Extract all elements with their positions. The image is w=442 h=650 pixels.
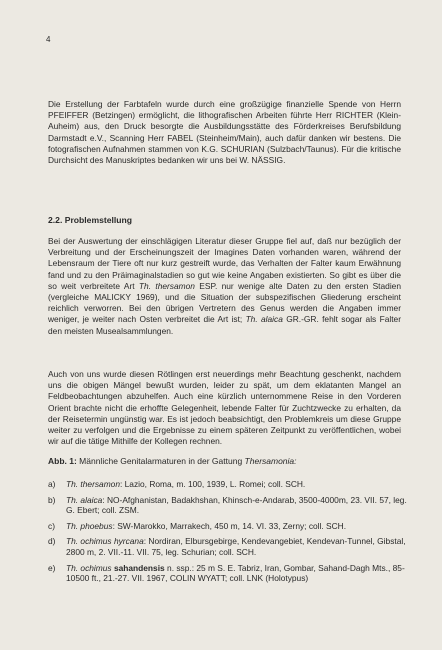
species-name: Th. alaica: [245, 314, 283, 325]
item-letter: c): [48, 520, 55, 531]
item-text: : SW-Marokko, Marrakech, 450 m, 14. VI. 33, Zerny; coll. SCH.: [112, 520, 347, 531]
item-letter: e): [48, 562, 56, 573]
item-letter: d): [48, 536, 56, 547]
species-name: Th. thersamon: [138, 280, 195, 291]
figure-text: Männliche Genitalarmaturen in der Gattung: [76, 456, 245, 466]
item-letter: a): [48, 479, 56, 489]
item-text: n. ssp.: 25 m S. E. Tabriz, Iran, Gombar, Sahand-Dagh Mts., 85-10500 ft., 21.-27. VII. 1967, COLIN WYATT; coll. LNK (Holotypus): [66, 562, 405, 584]
figure-item-list: [48, 479, 408, 589]
para-text: ESP. nur wenige alte Daten zu den ersten Stadien (vergleiche MALICKY 1969), und die Situation der subspezifischen Gliederung erscheint reichlich verworren. Bei den übrigen Vertretern des Genus werden die Angaben immer weniger, je weiter nach Osten verbreitet die Art ist;: [48, 280, 401, 325]
species-name: Th. ochimus: [66, 562, 112, 573]
acknowledgement-paragraph: Die Erstellung der Farbtafeln wurde durch eine großzügige finanzielle Spende von Herrn PFEIFFER (Betzingen) ermöglicht, die lithografischen Arbeiten führte Herr RICHTER (Klein-Auheim) aus, den Druck besorgte die Ausbildungsstätte des Förderkreises Berufsbildung Darmstadt e.V., Scanning Herr FABEL (Steinheim/Main), auch dafür danken wir bestens. Die fotografischen Aufnahmen stammen von K.G. SCHURIAN (Sulzbach/Taunus). Für die kritische Durchsicht des Manuskriptes bedanken wir uns bei W. NÄSSIG.: [48, 99, 401, 166]
problem-paragraph: [48, 236, 401, 337]
item-letter: b): [48, 494, 56, 505]
list-item: [48, 563, 408, 584]
species-name: Th. alaica: [66, 494, 103, 505]
list-item: [48, 536, 408, 557]
figure-label: Abb. 1:: [48, 456, 77, 466]
item-text: : Lazio, Roma, m. 100, 1939, L. Romei; coll. SCH.: [120, 479, 306, 489]
section-heading: 2.2. Problemstellung: [48, 215, 133, 225]
page-number: 4: [46, 35, 51, 44]
list-item: [48, 521, 408, 532]
subspecies-name: sahandensis: [111, 562, 165, 573]
item-text: : NO-Afghanistan, Badakhshan, Khinsch-e-Andarab, 3500-4000m, 23. VII. 57, leg. G. Ebert; coll. ZSM.: [66, 494, 407, 516]
species-name: Th. thersamon: [66, 479, 120, 489]
list-item: [48, 479, 408, 490]
species-name: Th. ochimus hyrcana: [66, 536, 144, 547]
species-name: Th. phoebus: [66, 520, 113, 531]
item-text: : Nordiran, Elbursgebirge, Kendevangebiet, Kendevan-Tunnel, Gibstal, 2800 m, 2. VII.-11. VII. 75, leg. Schurian; coll. SCH.: [66, 536, 406, 557]
figure-caption: [48, 456, 408, 466]
para-text: GR.-GR. fehlt sogar als Falter den meisten Musealsammlungen.: [48, 314, 401, 336]
list-item: [48, 495, 408, 516]
genus-name: Thersamonia:: [244, 456, 297, 466]
para-text: Bei der Auswertung der einschlägigen Literatur dieser Gruppe fiel auf, daß nur bezüglich der Verbreitung und der Erscheinungszeit der Imagines Daten vorhanden waren, während der Lebensraum der Tiere oft nur kurz gestreift wurde, das Verhalten der Falter kaum Erwähnung fand und zu den Präimaginalstadien so gut wie keine Angaben existierten. So gibt es über die so weit verbreitete Art: [48, 236, 401, 291]
continuation-paragraph: Auch von uns wurde diesen Rötlingen erst neuerdings mehr Beachtung geschenkt, nachdem uns die obigen Mängel bewußt wurden, leider zu spät, um dem eklatanten Mangel an Feldbeobachtungen abzuhelfen. Auch eine kürzlich unternommene Reise in den Vorderen Orient brachte nicht die erhoffte Gelegenheit, lebende Falter für Zuchtzwecke zu erhalten, da der Reisetermin ungünstig war. Es ist jedoch beabsichtigt, den Problemkreis um diese Gruppe weiter zu verfolgen und die Ergebnisse zu einem späteren Zeitpunkt zu veröffentlichen, wobei wir auf die tätige Mithilfe der Kollegen rechnen.: [48, 369, 401, 447]
